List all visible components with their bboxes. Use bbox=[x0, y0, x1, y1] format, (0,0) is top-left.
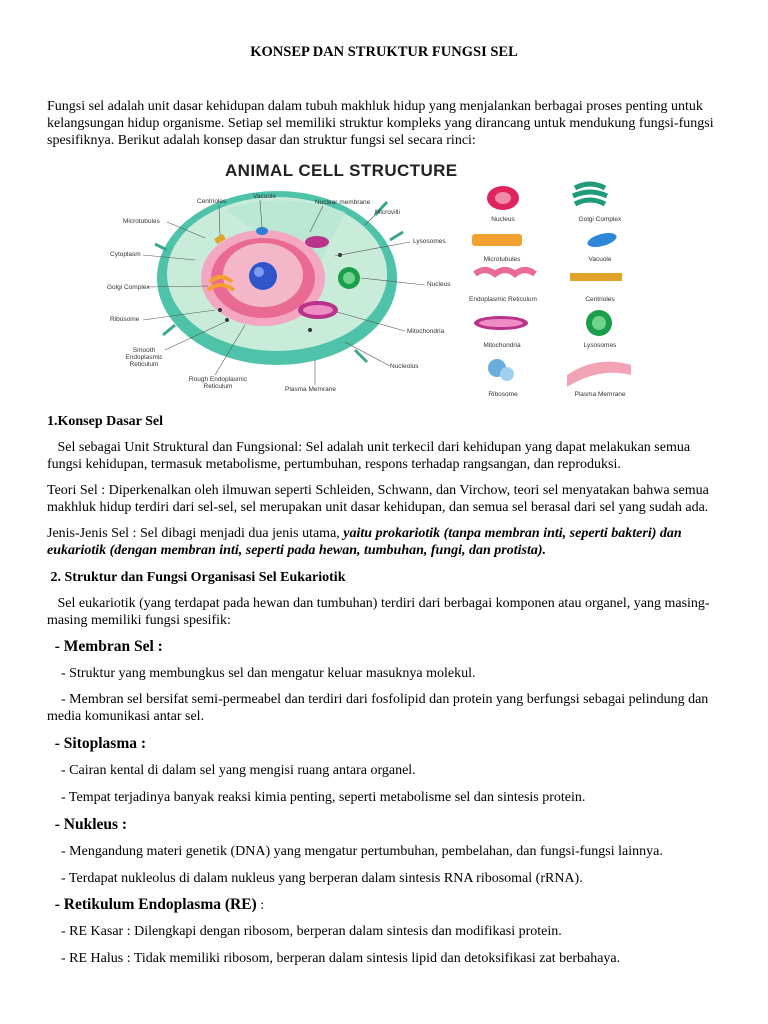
legend-microtubules: Microtubules bbox=[483, 256, 521, 263]
section1-p3-plain: Jenis-Jenis Sel : Sel dibagi menjadi dua jenis utama, bbox=[47, 526, 344, 541]
re-bullet1: - RE Kasar : Dilengkapi dengan ribosom, berperan dalam sintesis dan modifikasi protein. bbox=[47, 924, 562, 939]
re-heading: - Retikulum Endoplasma (RE) bbox=[47, 896, 257, 913]
legend-ribosome: Ribosome bbox=[488, 391, 518, 398]
re-heading-line bbox=[47, 896, 727, 914]
section1-paragraph3 bbox=[47, 525, 727, 559]
label-smooth-er: Smooth Endoplasmic Reticulum bbox=[125, 347, 163, 368]
section2-heading: 2. Struktur dan Fungsi Organisasi Sel Eukariotik bbox=[47, 570, 346, 585]
label-ribosome: Ribosome bbox=[110, 316, 140, 323]
label-cytoplasm: Cytoplasm bbox=[110, 251, 141, 258]
label-plasma-membrane: Plasma Memrane bbox=[285, 386, 336, 393]
label-rough-er: Rough Endoplasmic Reticulum bbox=[188, 376, 248, 390]
label-nuclear-membrane: Nuclear membrane bbox=[315, 199, 371, 206]
section1-paragraph2: Teori Sel : Diperkenalkan oleh ilmuwan seperti Schleiden, Schwann, dan Virchow, teori sel menyatakan bahwa semua makhluk hidup terdiri dari sel-sel, sel merupakan unit dasar kehidupan, dan semua sel berasal dari sel yang sudah ada. bbox=[47, 483, 709, 515]
intro-paragraph: Fungsi sel adalah unit dasar kehidupan dalam tubuh makhluk hidup yang menjalankan berbagai proses penting untuk kelangsungan hidup organisme. Setiap sel memiliki struktur kompleks yang dirancang untuk mendukung fungsi-fungsi spesifiknya. Berikut adalah konsep dasar dan struktur fungsi sel secara rinci: bbox=[47, 99, 714, 148]
sitoplasma-bullet2: - Tempat terjadinya banyak reaksi kimia penting, seperti metabolisme sel dan sintesis protein. bbox=[47, 790, 586, 805]
sitoplasma-heading: - Sitoplasma : bbox=[47, 735, 147, 752]
re-bullet2: - RE Halus : Tidak memiliki ribosom, berperan dalam sintesis lipid dan detoksifikasi zat berbahaya. bbox=[47, 951, 621, 966]
label-centrioles: Centrioles bbox=[197, 198, 227, 205]
nukleus-bullet2: - Terdapat nukleolus di dalam nukleus yang berperan dalam sintesis RNA ribosomal (rRNA). bbox=[47, 871, 583, 886]
legend-icons bbox=[472, 184, 631, 387]
legend-mitochondria: Mitochondria bbox=[483, 342, 521, 349]
nukleus-bullet1: - Mengandung materi genetik (DNA) yang mengatur pertumbuhan, pembelahan, dan fungsi-fungsi lainnya. bbox=[47, 844, 663, 859]
label-lysosomes: Lysosomes bbox=[413, 238, 446, 245]
label-golgi-complex: Golgi Complex bbox=[107, 284, 150, 291]
label-vacuole: Vacuole bbox=[253, 193, 277, 200]
label-nucleus: Nucleus bbox=[427, 281, 451, 288]
membran-bullet1: - Struktur yang membungkus sel dan mengatur keluar masuknya molekul. bbox=[47, 666, 476, 681]
figure-title: ANIMAL CELL STRUCTURE bbox=[225, 161, 458, 180]
nukleus-heading: - Nukleus : bbox=[47, 816, 128, 833]
legend-lysosomes: Lysosomes bbox=[583, 342, 617, 349]
legend-vacuole: Vacuole bbox=[588, 256, 612, 263]
section1-p3-bold: yaitu prokariotik (tanpa membran inti, seperti bakteri) dan eukariotik (dengan membran inti, seperti pada hewan, tumbuhan, fungi, dan protista). bbox=[47, 526, 682, 558]
membran-heading: - Membran Sel : bbox=[47, 638, 163, 655]
cell-illustration bbox=[155, 191, 403, 365]
sitoplasma-bullet1: - Cairan kental di dalam sel yang mengisi ruang antara organel. bbox=[47, 763, 416, 778]
re-heading-colon: : bbox=[256, 898, 265, 913]
legend-er: Endoplasmic Reticulum bbox=[469, 296, 537, 303]
legend-centrioles: Centrioles bbox=[585, 296, 615, 303]
vacuole-shape bbox=[256, 227, 268, 235]
cell-diagram-svg bbox=[105, 160, 645, 400]
section1-heading: 1.Konsep Dasar Sel bbox=[47, 414, 164, 429]
legend-golgi: Golgi Complex bbox=[578, 216, 622, 223]
document-title: KONSEP DAN STRUKTUR FUNGSI SEL bbox=[250, 44, 518, 60]
animal-cell-figure bbox=[105, 160, 645, 400]
membran-bullet2: - Membran sel bersifat semi-permeabel dan terdiri dari fosfolipid dan protein yang berfungsi sebagai pelindung dan media komunikasi antar sel. bbox=[47, 692, 712, 724]
label-microtubules: Microtubules bbox=[123, 218, 160, 225]
section1-paragraph1: Sel sebagai Unit Struktural dan Fungsional: Sel adalah unit terkecil dari kehidupan yang dapat melakukan semua fungsi kehidupan, termasuk metabolisme, pertumbuhan, respons terhadap rangsangan, dan reproduksi. bbox=[47, 440, 694, 472]
label-nucleolus: Nucleolus bbox=[390, 363, 419, 370]
label-microvilli: Microvilli bbox=[375, 209, 400, 216]
label-mitochondria: Mitochondria bbox=[407, 328, 445, 335]
section2-intro: Sel eukariotik (yang terdapat pada hewan dan tumbuhan) terdiri dari berbagai komponen atau organel, yang masing-masing memiliki fungsi spesifik: bbox=[47, 596, 710, 628]
nucleolus-shape bbox=[249, 262, 277, 290]
legend-plasma: Plasma Memrane bbox=[574, 391, 626, 398]
legend-nucleus: Nucleus bbox=[491, 216, 515, 223]
